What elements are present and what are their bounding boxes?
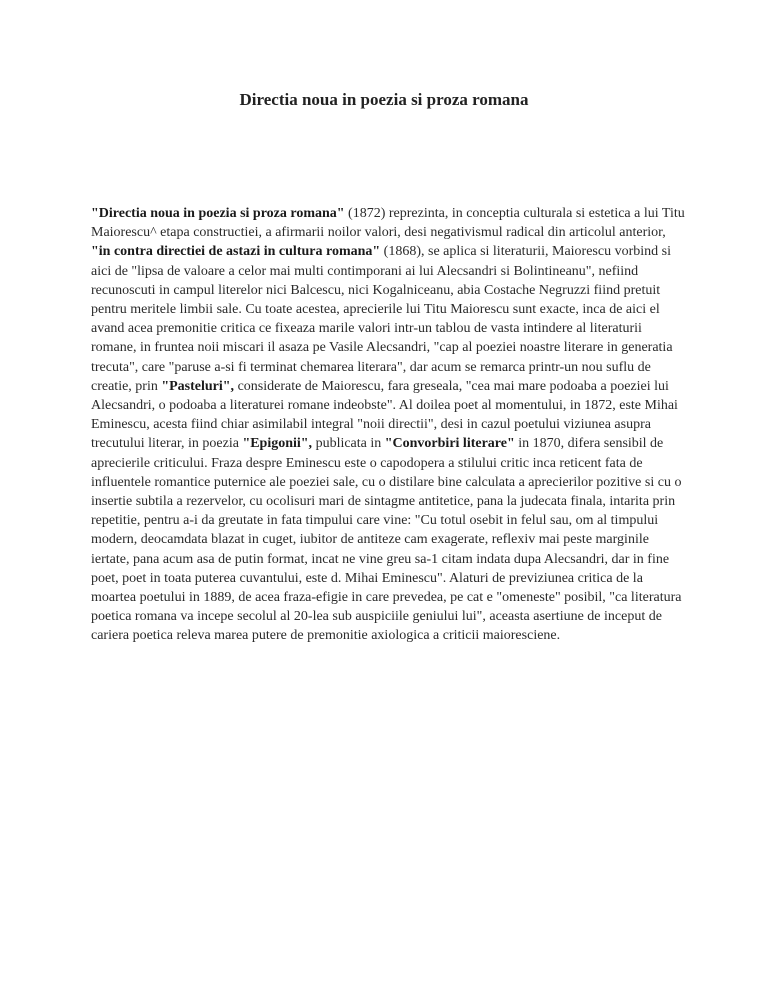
body-paragraph: [91, 204, 687, 646]
text-run: (1872) reprezinta, in conceptia culturala si estetica a lui Titu Maiorescu^ etapa constructiei, a afirmarii noilor valori, desi negativismul radical din articolul anterior,: [91, 206, 685, 241]
text-run: in 1870, difera sensibil de aprecierile criticului. Fraza despre Eminescu este o capodopera a stilului critic inca reticent fata de influentele romantice puternice ale poeziei sale, cu o distilare bine calculata a aprecierilor pozitive si cu o insertie subtila a rezervelor, cu ocolisuri mari de sintagme antitetice, pana la judecata finala, intarita prin repetitie, pentru a-i da greutate in fata timpului care vine: "Cu totul osebit in felul sau, om al timpului modern, deocamdata blazat in cuget, iubitor de antiteze cam exagerate, reflexiv mai peste marginile iertate, pana acum asa de putin format, incat ne vine greu sa-1 citam indata dupa Alecsandri, dar in fine poet, poet in toata puterea cuvantului, este d. Mihai Eminescu". Alaturi de previziunea critica de la moartea poetului in 1889, de acea fraza-efigie in care prevedea, pe cat e "omeneste" posibil, "ca literatura poetica romana va incepe secolul al 20-lea sub auspiciile geniului lui", aceasta asertiune de inceput de cariera poetica releva marea putere de premonitie axiologica a criticii maioresciene.: [91, 436, 682, 644]
text-run-bold: "in contra directiei de astazi in cultura romana": [91, 244, 381, 260]
text-run-bold: "Pasteluri",: [161, 378, 235, 394]
text-run-bold: "Convorbiri literare": [384, 436, 515, 452]
text-run-bold: "Epigonii",: [242, 436, 313, 452]
document-title: Directia noua in poezia si proza romana: [239, 90, 529, 109]
text-run: publicata in: [312, 436, 385, 452]
text-run-bold: "Directia noua in poezia si proza romana": [91, 206, 345, 221]
text-run: considerate de Maiorescu, fara greseala, "cea mai mare podoaba a poeziei lui Alecsandri, o podoaba a literaturei romane indeobste". Al doilea poet al momentului, in 1872, este Mihai Eminescu, acesta fiind chiar asimilabil integral "noii directii", desi in cazul poetului viziunea asupra trecutului literar, in poezia: [91, 378, 678, 452]
text-run: (1868), se aplica si literaturii, Maiorescu vorbind si aici de "lipsa de valoare a celor mai multi contimporani ai lui Alecsandri si Bolintineanu", nefiind recunoscuti in campul literelor nici Balcescu, nici Kogalniceanu, abia Costache Negruzzi fiind pretuit pentru meritele limbii sale. Cu toate acestea, aprecierile lui Titu Maiorescu sunt exacte, inca de aici el avand acea premonitie critica ce fixeaza marile valori intr-un tablou de vasta intindere al literaturii romane, in fruntea noii miscari il asaza pe Vasile Alecsandri, "cap al poeziei noastre literare in generatia trecuta", care "paruse a-si fi terminat chemarea literara", dar acum se remarca printr-un nou suflu de creatie, prin: [91, 244, 673, 394]
